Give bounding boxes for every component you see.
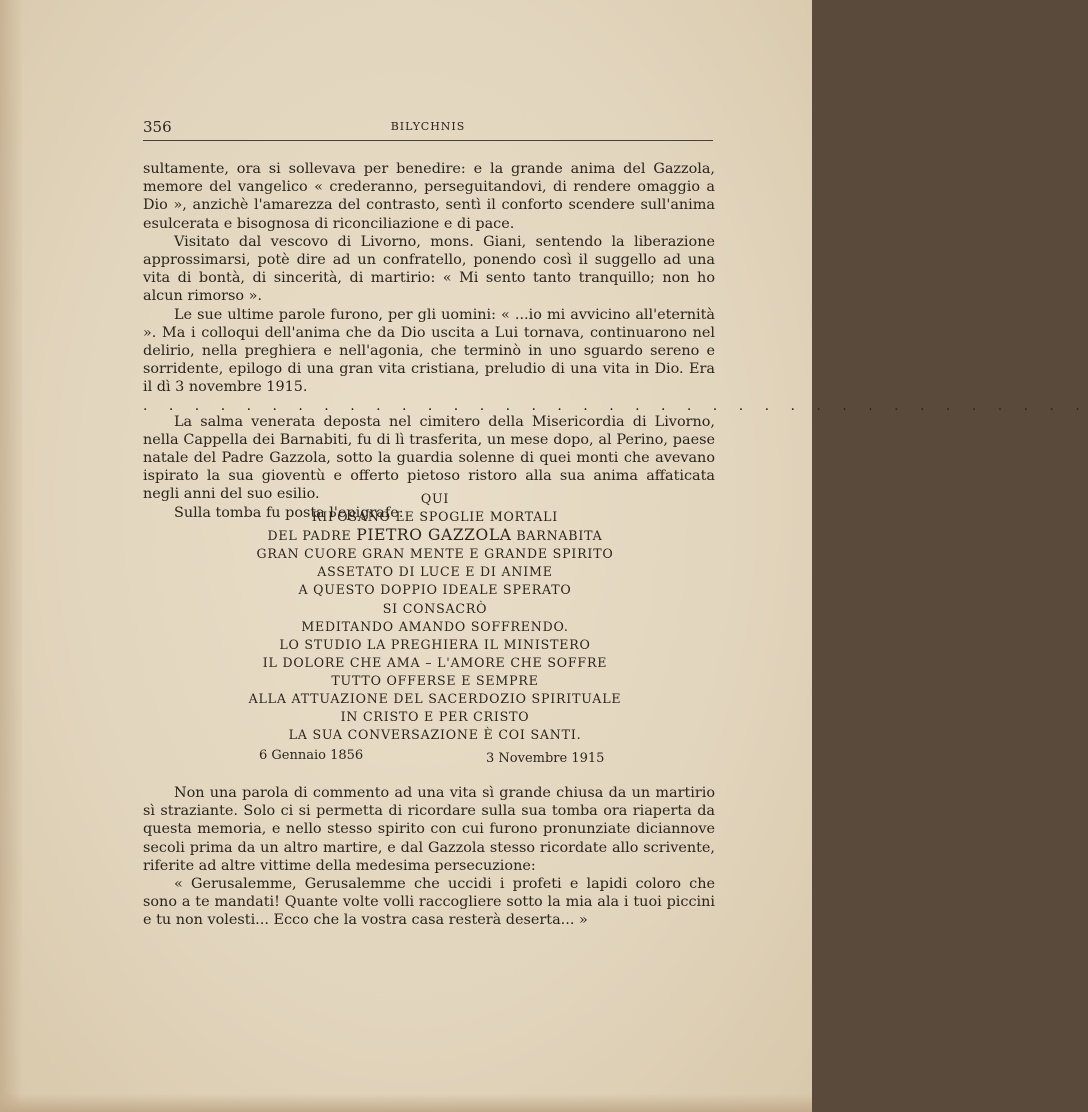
paragraph: sultamente, ora si sollevava per benedire: e la grande anima del Gazzola, memore del vangelico « crederanno, perseguitandovi, di rendere omaggio a Dio », anzichè l'amarezza del contrasto, sentì il conforto scendere sull'anima esulcerata e bisognosa di riconciliazione e di pace. [143, 161, 715, 232]
epigraph-line: QUI [420, 491, 450, 506]
paragraph: Le sue ultime parole furono, per gli uomini: « ...io mi avvicino all'eternità ». Ma i colloqui dell'anima che da Dio uscita a Lui tornava, continuarono nel delirio, nella preghiera e nell'agonia, che terminò in uno sguardo sereno e sorridente, epilogo di una gran vita cristiana, preludio di una vita in Dio. Era il dì 3 novembre 1915. [143, 306, 715, 396]
running-header [143, 116, 713, 141]
body-text-bottom [143, 784, 715, 930]
death-date: 3 Novembre 1915 [486, 751, 605, 766]
quotation-paragraph: « Gerusalemme, Gerusalemme che uccidi i profeti e lapidi coloro che sono a te mandati! Quante volte volli raccogliere sotto la mia ala i tuoi piccini e tu non volesti... Ecco che la vostra casa resterà deserta... » [143, 876, 715, 929]
epigraph-line: A QUESTO DOPPIO IDEALE SPERATO [298, 582, 572, 598]
epigraph-deceased-name: PIETRO GAZZOLA [356, 526, 512, 545]
epigraph-line: TUTTO OFFERSE E SEMPRE [331, 672, 539, 688]
paragraph: Visitato dal vescovo di Livorno, mons. Giani, sentendo la liberazione approssimarsi, potè dire ad un confratello, ponendo così il suggello ad una vita di bontà, di sincerità, di martirio: « Mi sento tanto tranquillo; non ho alcun rimorso ». [143, 233, 715, 305]
epigraph-line: IL DOLORE CHE AMA – L'AMORE CHE SOFFRE [262, 654, 608, 670]
paragraph: Sulla tomba fu posta l'epigrafe: [174, 504, 404, 521]
epigraph-line: SI CONSACRÒ [382, 600, 488, 616]
paragraph: La salma venerata deposta nel cimitero della Misericordia di Livorno, nella Cappella dei Barnabiti, fu di lì trasferita, un mese dopo, al Perino, paese natale del Padre Gazzola, sotto la guardia solenne di quei monti che avevano ispirato la sua gioventù e offerto pietoso ristoro alla sua anima affaticata negli anni del suo esilio. [143, 413, 715, 503]
epigraph-line: LA SUA CONVERSAZIONE È COI SANTI. [288, 727, 582, 743]
separator-dots: . . . . . . . . . . . . . . . . . . . . . . . . . . . . . . . . . . . . . [143, 397, 1088, 414]
epigraph-line: ASSETATO DI LUCE E DI ANIME [317, 564, 553, 580]
page-edge-shadow [0, 0, 22, 1112]
page-number: 356 [143, 118, 172, 136]
running-title: BILYCHNIS [390, 120, 466, 133]
page-bottom-shadow [0, 1094, 812, 1112]
epigraph-line: MEDITANDO AMANDO SOFFRENDO. [301, 618, 569, 634]
epigraph-text: BARNABITA [511, 528, 603, 544]
epigraph-dates [143, 748, 727, 768]
epigraph-line: RIPOSANO LE SPOGLIE MORTALI [311, 509, 559, 525]
epigraph-text: DEL PADRE [267, 528, 357, 544]
epigraph-line: IN CRISTO E PER CRISTO [340, 709, 530, 725]
epigraph-line: LO STUDIO LA PREGHIERA IL MINISTERO [279, 636, 591, 652]
paragraph: Non una parola di commento ad una vita sì grande chiusa da un martirio sì straziante. Solo ci si permetta di ricordare sulla sua tomba ora riaperta da questa memoria, e nello stesso spirito con cui furono pronunziate diciannove secoli prima da un altro martire, e dal Gazzola stesso ricordate allo scrivente, riferite ad altre vittime della medesima persecuzione: [143, 785, 715, 874]
birth-date: 6 Gennaio 1856 [259, 748, 364, 763]
body-text-top [143, 160, 1088, 522]
epigraph-line-name [143, 526, 727, 545]
epigraph-line: GRAN CUORE GRAN MENTE E GRANDE SPIRITO [256, 546, 614, 562]
epigraph-line: ALLA ATTUAZIONE DEL SACERDOZIO SPIRITUALE [248, 691, 622, 707]
epigraph [143, 490, 727, 744]
